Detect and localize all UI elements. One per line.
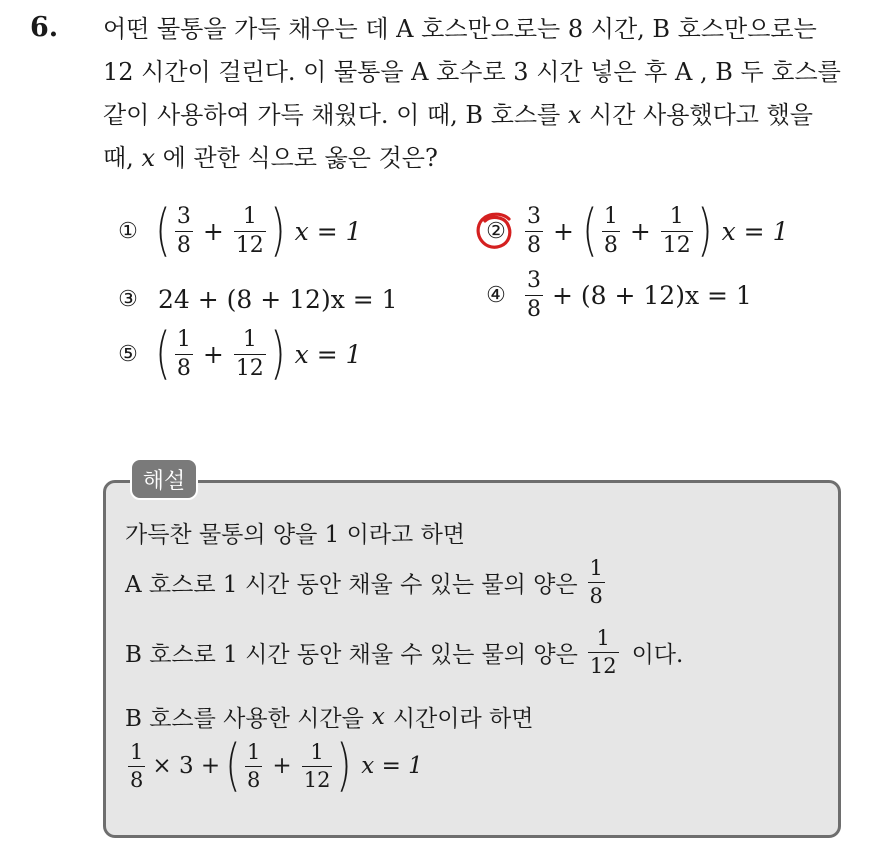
- solution-line-3: B 호스로 1 시간 동안 채울 수 있는 물의 양은 $\frac{1}{12}$ 이다.: [125, 626, 684, 678]
- question-line-1: 어떤 물통을 가득 채우는 데 A 호스만으로는 8 시간, B 호스만으로는: [103, 15, 817, 43]
- fraction: $\frac{1}{8}$: [603, 203, 618, 258]
- choice-5[interactable]: ⑤ ( $\frac{1}{8}$ + $\frac{1}{12}$ ) x = 1: [108, 326, 362, 382]
- choice-1[interactable]: ① ( $\frac{3}{8}$ + $\frac{1}{12}$ ) x = 1: [108, 203, 362, 259]
- choice-2[interactable]: ② $\frac{3}{8}$ + ( $\frac{1}{8}$ + $\frac{1}{12}$ ) x = 1: [476, 203, 788, 259]
- question-number: 6.: [30, 12, 59, 43]
- fraction: $\frac{3}{8}$: [176, 203, 191, 258]
- choice-4[interactable]: [476, 270, 752, 321]
- fraction: $\frac{3}{8}$: [527, 203, 541, 258]
- question-line-2: 12 시간이 걸린다. 이 물통을 A 호수로 3 시간 넣은 후 A , B 두 호스를: [103, 58, 841, 86]
- choice-1-label: ①: [118, 218, 138, 244]
- solution-tab: 해설: [130, 458, 198, 500]
- choice-2-label: ②: [476, 219, 516, 244]
- fraction: $\frac{1}{8}$: [130, 739, 144, 792]
- choice-4-label: ④: [486, 283, 506, 308]
- solution-line-4: B 호스를 사용한 시간을 x 시간이라 하면: [125, 703, 534, 732]
- fraction: $\frac{3}{8}$: [527, 268, 541, 322]
- fraction: $\frac{1}{12}$: [235, 203, 264, 258]
- question-line-3: 같이 사용하여 가득 채웠다. 이 때, B 호스를 x 시간 사용했다고 했을: [103, 101, 813, 129]
- choice-3-expression: 24 + (8 + 12)x = 1: [158, 285, 398, 314]
- choice-4-expression: + (8 + 12)x = 1: [552, 281, 752, 310]
- choice-3[interactable]: [108, 285, 398, 314]
- question-text: [103, 8, 873, 180]
- fraction: $\frac{1}{12}$: [589, 626, 617, 678]
- choice-5-label: ⑤: [118, 341, 138, 367]
- fraction: $\frac{1}{12}$: [235, 326, 264, 381]
- fraction: $\frac{1}{8}$: [589, 556, 603, 608]
- fraction: $\frac{1}{8}$: [247, 739, 261, 792]
- question-line-4: 때, x 에 관한 식으로 옳은 것은?: [103, 144, 438, 172]
- fraction: $\frac{1}{12}$: [303, 739, 331, 792]
- fraction: $\frac{1}{8}$: [176, 326, 191, 381]
- solution-line-2: A 호스로 1 시간 동안 채울 수 있는 물의 양은 $\frac{1}{8}$: [125, 556, 603, 608]
- solution-line-1: 가득찬 물통의 양을 1 이라고 하면: [125, 522, 466, 548]
- fraction: $\frac{1}{12}$: [662, 203, 691, 258]
- choice-3-label: ③: [118, 287, 138, 312]
- solution-equation: $\frac{1}{8}$ × 3 + ( $\frac{1}{8}$ + $\frac{1}{12}$ ) x = 1: [130, 733, 423, 798]
